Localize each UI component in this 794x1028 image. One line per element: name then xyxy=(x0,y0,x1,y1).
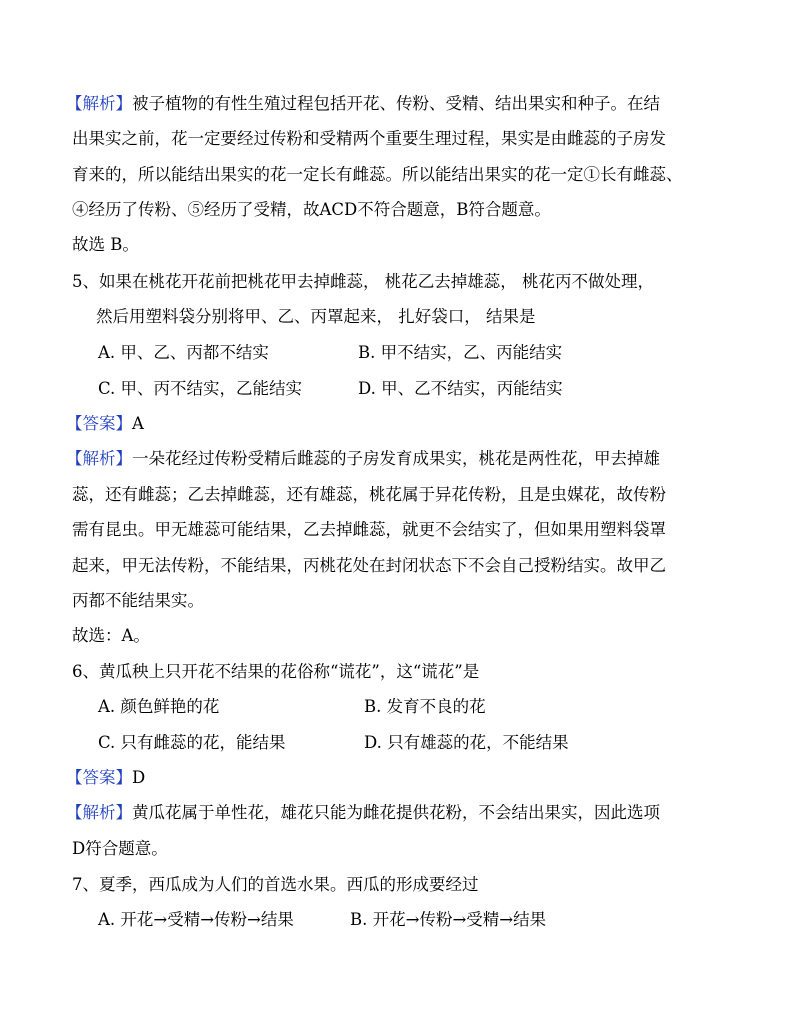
question-5-option-a: A. 甲、乙、丙都不结实 xyxy=(98,343,269,362)
analysis-tag: 【解析】 xyxy=(66,449,132,468)
analysis-tag: 【解析】 xyxy=(66,803,132,822)
analysis-text: 一朵花经过传粉受精后雌蕊的子房发育成果实，桃花是两性花，甲去掉雄 xyxy=(132,449,660,468)
analysis-text: 丙都不能结果实。 xyxy=(72,591,204,610)
question-7-stem: 7、夏季，西瓜成为人们的首选水果。西瓜的形成要经过 xyxy=(72,875,479,894)
analysis-text: 出果实之前，花一定要经过传粉和受精两个重要生理过程，果实是由雌蕊的子房发 xyxy=(72,129,666,148)
question-6-option-a: A. 颜色鲜艳的花 xyxy=(98,697,220,716)
analysis-text: ④经历了传粉、⑤经历了受精，故ACD不符合题意，B符合题意。 xyxy=(72,200,551,219)
question-6-option-c: C. 只有雌蕊的花，能结果 xyxy=(98,733,286,752)
answer-paragraph xyxy=(66,412,144,436)
answer-tag: 【答案】 xyxy=(66,768,132,787)
question-5-option-d: D. 甲、乙不结实，丙能结实 xyxy=(358,379,563,398)
question-5-stem: 5、如果在桃花开花前把桃花甲去掉雌蕊， 桃花乙去掉雄蕊， 桃花丙不做处理， xyxy=(72,272,654,291)
analysis-paragraph xyxy=(66,447,660,471)
question-6-option-d: D. 只有雄蕊的花，不能结果 xyxy=(364,733,569,752)
analysis-paragraph xyxy=(66,801,660,825)
question-6-option-b: B. 发育不良的花 xyxy=(364,697,486,716)
answer-value: D xyxy=(132,768,146,787)
analysis-text: 起来，甲无法传粉，不能结果，丙桃花处在封闭状态下不会自己授粉结实。故甲乙 xyxy=(72,556,666,575)
answer-value: A xyxy=(132,414,144,433)
analysis-text: 蕊，还有雌蕊；乙去掉雌蕊，还有雄蕊，桃花属于异花传粉，且是虫媒花，故传粉 xyxy=(72,485,666,504)
question-5-stem: 然后用塑料袋分别将甲、乙、丙罩起来， 扎好袋口， 结果是 xyxy=(96,307,536,326)
question-6-stem: 6、黄瓜秧上只开花不结果的花俗称“谎花”，这“谎花”是 xyxy=(72,662,480,681)
analysis-text: 育来的，所以能结出果实的花一定长有雌蕊。所以能结出果实的花一定①长有雌蕊、 xyxy=(72,165,683,184)
question-7-option-b: B. 开花→传粉→受精→结果 xyxy=(350,910,547,929)
question-7-option-a: A. 开花→受精→传粉→结果 xyxy=(98,910,294,929)
analysis-paragraph xyxy=(66,92,660,116)
conclusion-text: 故选 B。 xyxy=(72,235,139,254)
answer-paragraph xyxy=(66,766,145,790)
question-5-option-c: C. 甲、丙不结实，乙能结实 xyxy=(98,379,303,398)
analysis-text: D符合题意。 xyxy=(72,839,168,858)
analysis-text: 黄瓜花属于单性花，雄花只能为雌花提供花粉，不会结出果实，因此选项 xyxy=(132,803,660,822)
analysis-tag: 【解析】 xyxy=(66,94,132,113)
answer-tag: 【答案】 xyxy=(66,414,132,433)
question-5-option-b: B. 甲不结实，乙、丙能结实 xyxy=(358,343,563,362)
analysis-text: 需有昆虫。甲无雄蕊可能结果，乙去掉雌蕊，就更不会结实了，但如果用塑料袋罩 xyxy=(72,520,666,539)
analysis-text: 被子植物的有性生殖过程包括开花、传粉、受精、结出果实和种子。在结 xyxy=(132,94,660,113)
conclusion-text: 故选：A。 xyxy=(72,626,150,645)
